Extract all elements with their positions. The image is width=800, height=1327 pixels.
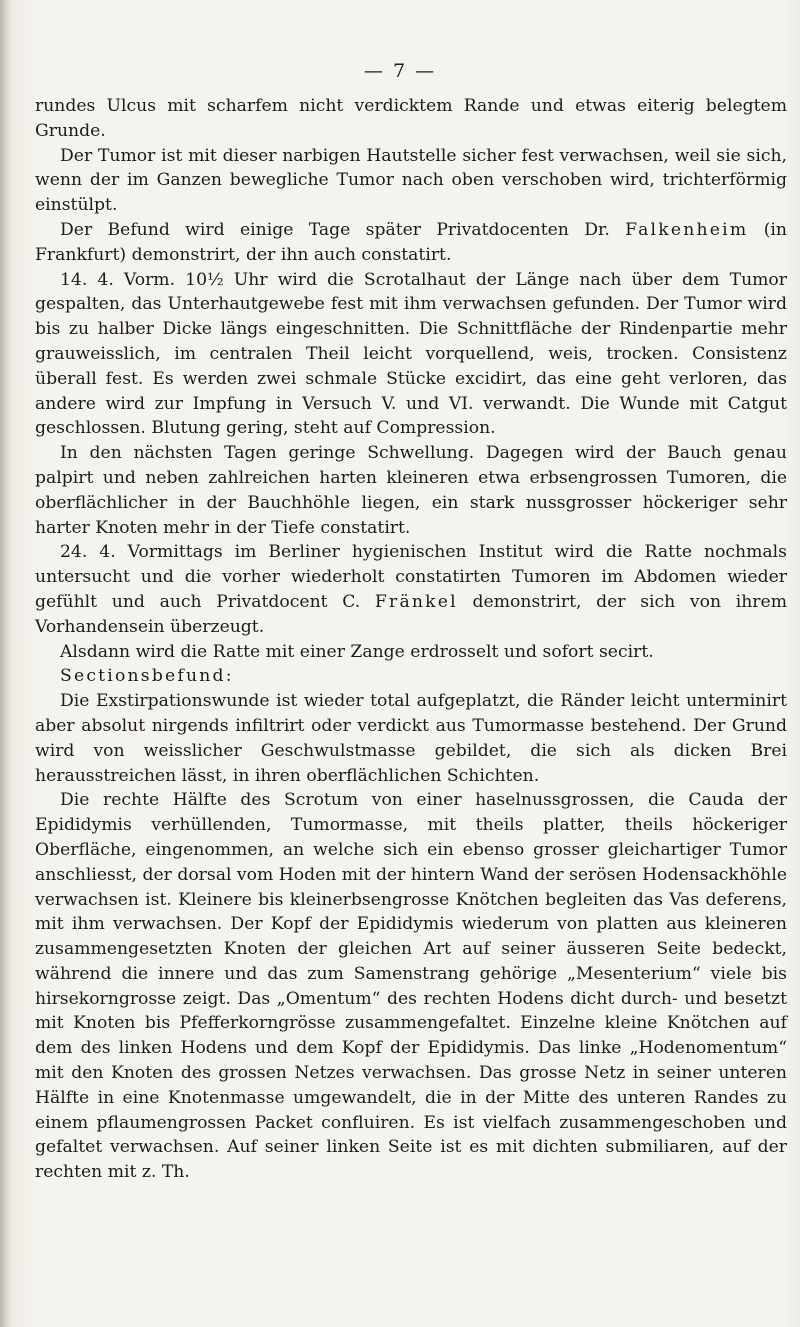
paragraph-scrotum-befund: Die rechte Hälfte des Scrotum von einer haselnussgrossen, die Cauda der Epididymis verhüllenden, Tumormasse, mit theils platter, theils höckeriger Oberfläche, eingenommen, an welche sich ein ebenso grosser gleichartiger Tumor anschliesst, der dorsal vom Hoden mit der hintern Wand der serösen Hodensackhöhle verwachsen ist. Kleinere bis kleinerbsengrosse Knötchen begleiten das Vas deferens, mit ihm verwachsen. Der Kopf der Epididymis wiederum von platten aus kleineren zusammengesetzten Knoten der gleichen Art auf seiner äusseren Seite bedeckt, während die innere und das zum Samenstrang gehörige „Mesenterium“ viele bis hirsekorngrosse zeigt. Das „Omentum“ des rechten Hodens dicht durch- und besetzt mit Knoten bis Pfefferkorngrösse zusammengefaltet. Einzelne kleine Knötchen auf dem des linken Hodens und dem Kopf der Epididymis. Das linke „Hodenomentum“ mit den Knoten des grossen Netzes verwachsen. Das grosse Netz in seiner unteren Hälfte in eine Knotenmasse umgewandelt, die in der Mitte des unteren Randes zu einem pflaumengrossen Packet confluiren. Es ist vielfach zusammengeschoben und gefaltet verwachsen. Auf seiner linken Seite ist es mit dichten submiliaren, auf der rechten mit z. Th. <box>35 790 787 1183</box>
paragraph-text: demonstrirt, der sich von ihrem Vorhandensein überzeugt. <box>35 591 787 637</box>
paragraph-tumor-verwachsen: Der Tumor ist mit dieser narbigen Hautstelle sicher fest verwachsen, weil sie sich, wenn der im Ganzen bewegliche Tumor nach oben verschoben wird, trichterförmig einstülpt. <box>35 145 787 216</box>
section-heading-sectionsbefund <box>35 664 787 689</box>
paragraph-naechste-tage: In den nächsten Tagen geringe Schwellung. Dagegen wird der Bauch genau palpirt und neben zahlreichen harten kleineren etwa erbsengrossen Tumoren, die oberflächlicher in der Bauchhöhle liegen, ein stark nussgrosser höckeriger sehr harter Knoten mehr in der Tiefe constatirt. <box>35 443 787 538</box>
page-number: — 7 — <box>363 60 437 82</box>
paragraph-text: Der Befund wird einige Tage später Privatdocenten Dr. <box>60 219 626 240</box>
paragraph-erdrosselt: Alsdann wird die Ratte mit einer Zange erdrosselt und sofort secirt. <box>60 641 654 662</box>
body-text <box>35 94 787 1185</box>
binding-shadow <box>0 0 12 1327</box>
person-name-falkenheim: Falkenheim <box>625 219 749 240</box>
paragraph-befund-falkenheim <box>35 218 787 268</box>
sectionsbefund-label: Sectionsbefund: <box>60 666 234 687</box>
paragraph-ulcus-continuation: rundes Ulcus mit scharfem nicht verdicktem Rande und etwas eiterig belegtem Grunde. <box>35 96 787 141</box>
paragraph-berliner-institut <box>35 540 787 639</box>
person-name-fraenkel: Fränkel <box>374 591 458 612</box>
paragraph-operation-14-4: 14. 4. Vorm. 10½ Uhr wird die Scrotalhaut der Länge nach über dem Tumor gespalten, das Unterhautgewebe fest mit ihm verwachsen gefunden. Der Tumor wird bis zu halber Dicke längs eingeschnitten. Die Schnittfläche der Rindenpartie mehr grauweisslich, im centralen Theil leicht vorquellend, weis, trocken. Consistenz überall fest. Es werden zwei schmale Stücke excidirt, das eine geht verloren, das andere wird zur Impfung in Versuch V. und VI. verwandt. Die Wunde mit Catgut geschlossen. Blutung gering, steht auf Compression. <box>35 269 787 439</box>
paragraph-text: (in Frankfurt) demonstrirt, der ihn auch constatirt. <box>35 219 787 265</box>
paragraph-text: 24. 4. Vormittags im Berliner hygienischen Institut wird die Ratte nochmals untersucht und die vorher wiederholt constatirten Tumoren im Abdomen wieder gefühlt und auch Privatdocent C. <box>35 542 787 612</box>
paragraph-exstirpationswunde: Die Exstirpationswunde ist wieder total aufgeplatzt, die Ränder leicht unterminirt aber absolut nirgends infiltrirt oder verdickt aus Tumormasse bestehend. Der Grund wird von weisslicher Geschwulstmasse gebildet, die sich als dicken Brei herausstreichen lässt, in ihren oberflächlichen Schichten. <box>35 691 787 786</box>
